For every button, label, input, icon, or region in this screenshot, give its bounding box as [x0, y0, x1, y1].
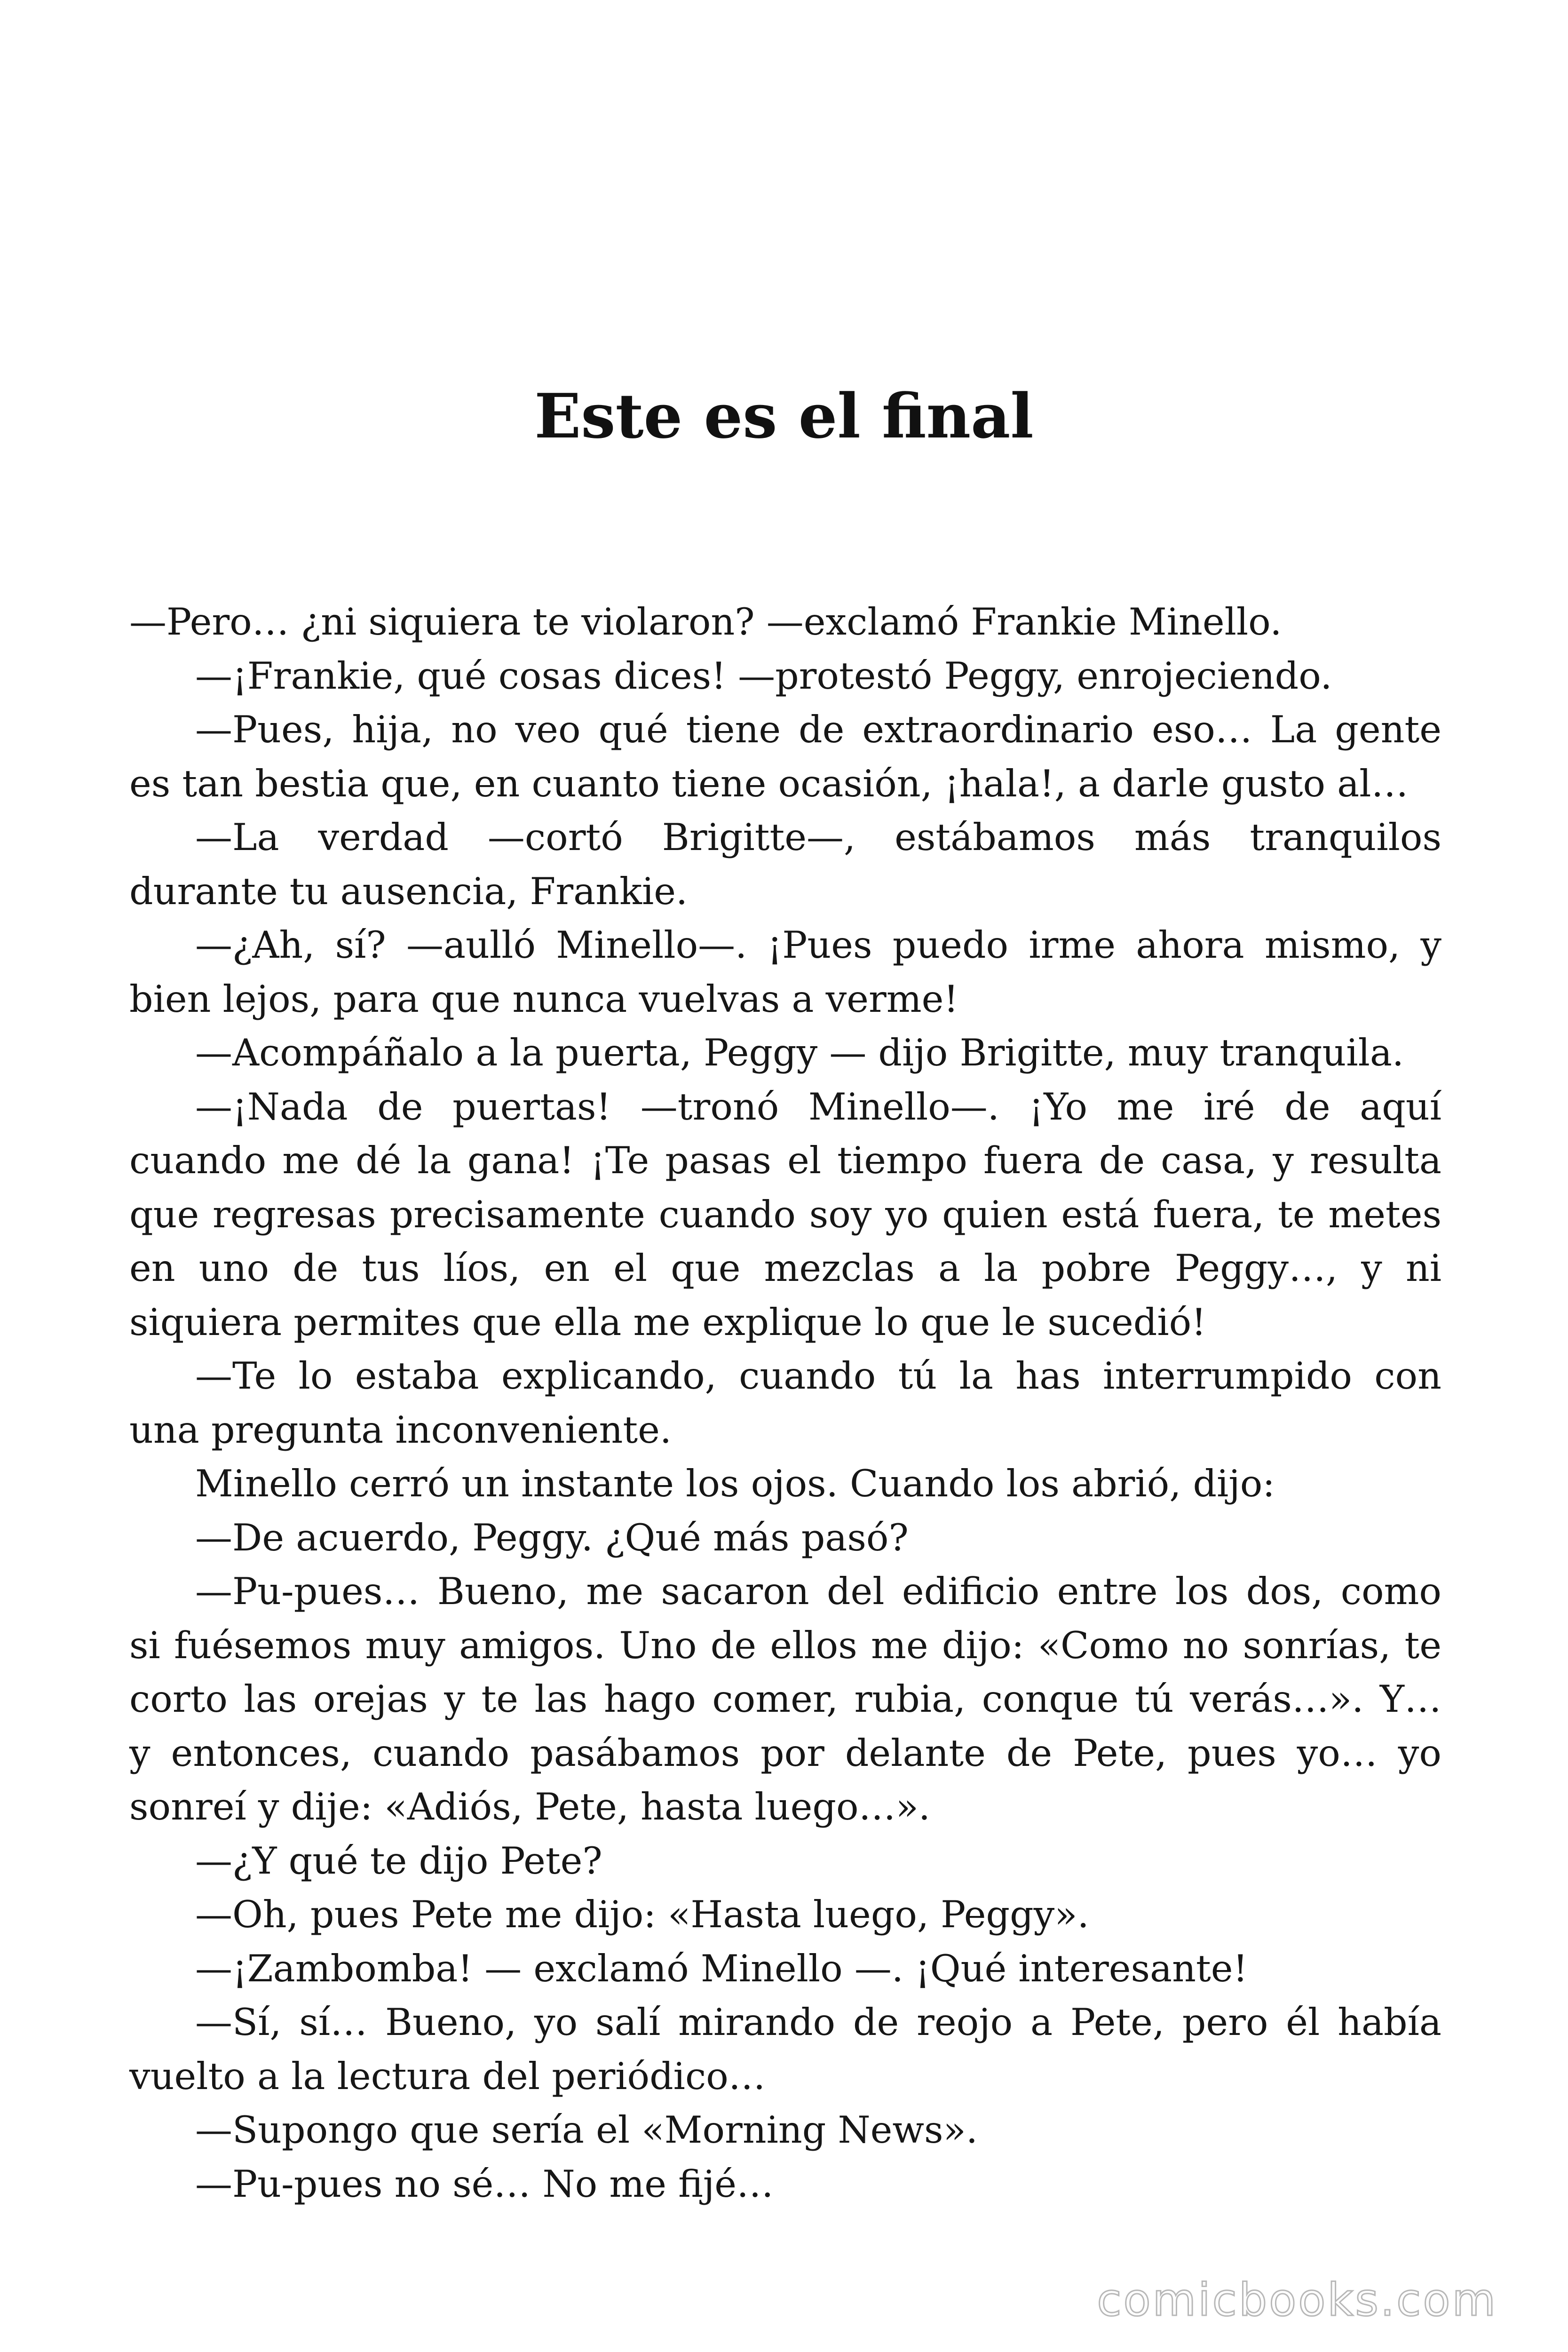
- text-line: una pregunta inconveniente.: [129, 1408, 672, 1452]
- text-line: —Te lo estaba explicando, cuando tú la has interrumpido con: [195, 1354, 1441, 1398]
- text-line: es tan bestia que, en cuanto tiene ocasión, ¡hala!, a darle gusto al…: [129, 762, 1409, 805]
- text-line: —Pu-pues no sé… No me fijé…: [195, 2162, 774, 2206]
- text-line: —De acuerdo, Peggy. ¿Qué más pasó?: [195, 1516, 909, 1559]
- text-line: siquiera permites que ella me explique lo que le sucedió!: [129, 1300, 1206, 1344]
- text-line: que regresas precisamente cuando soy yo quien está fuera, te metes: [129, 1192, 1441, 1236]
- text-line: cuando me dé la gana! ¡Te pasas el tiempo fuera de casa, y resulta: [129, 1139, 1441, 1182]
- text-line: —¡Nada de puertas! —tronó Minello—. ¡Yo me iré de aquí: [195, 1085, 1441, 1128]
- text-line: —Acompáñalo a la puerta, Peggy — dijo Brigitte, muy tranquila.: [195, 1031, 1404, 1074]
- text-line: —Pero… ¿ni siquiera te violaron? —exclamó Frankie Minello.: [129, 600, 1282, 644]
- text-line: —¿Ah, sí? —aulló Minello—. ¡Pues puedo irme ahora mismo, y: [195, 923, 1441, 967]
- text-line: —Supongo que sería el «Morning News».: [195, 2108, 978, 2152]
- text-line: Minello cerró un instante los ojos. Cuando los abrió, dijo:: [195, 1462, 1275, 1505]
- text-line: vuelto a la lectura del periódico…: [129, 2054, 766, 2098]
- text-line: —La verdad —cortó Brigitte—, estábamos más tranquilos: [195, 816, 1441, 859]
- text-line: bien lejos, para que nunca vuelvas a verme!: [129, 977, 959, 1021]
- text-line: si fuésemos muy amigos. Uno de ellos me dijo: «Como no sonrías, te: [129, 1623, 1441, 1667]
- text-line: —Pues, hija, no veo qué tiene de extraordinario eso… La gente: [195, 708, 1441, 751]
- text-line: en uno de tus líos, en el que mezclas a la pobre Peggy…, y ni: [129, 1247, 1441, 1290]
- text-line: durante tu ausencia, Frankie.: [129, 869, 688, 913]
- watermark: comicbooks.com: [1097, 2274, 1497, 2326]
- text-line: —¡Zambomba! — exclamó Minello —. ¡Qué interesante!: [195, 1947, 1248, 1990]
- text-line: —¡Frankie, qué cosas dices! —protestó Peggy, enrojeciendo.: [195, 654, 1332, 698]
- text-line: corto las orejas y te las hago comer, rubia, conque tú verás…». Y…: [129, 1677, 1441, 1721]
- text-line: —Pu-pues… Bueno, me sacaron del edificio entre los dos, como: [195, 1570, 1441, 1613]
- chapter-title: Este es el final: [534, 380, 1034, 452]
- chapter-body: [129, 595, 1441, 2211]
- text-line: y entonces, cuando pasábamos por delante de Pete, pues yo… yo: [129, 1731, 1441, 1775]
- text-line: —Sí, sí… Bueno, yo salí mirando de reojo a Pete, pero él había: [195, 2001, 1441, 2044]
- text-line: —¿Y qué te dijo Pete?: [195, 1839, 602, 1883]
- text-line: sonreí y dije: «Adiós, Pete, hasta luego…».: [129, 1785, 931, 1828]
- text-line: —Oh, pues Pete me dijo: «Hasta luego, Peggy».: [195, 1893, 1089, 1936]
